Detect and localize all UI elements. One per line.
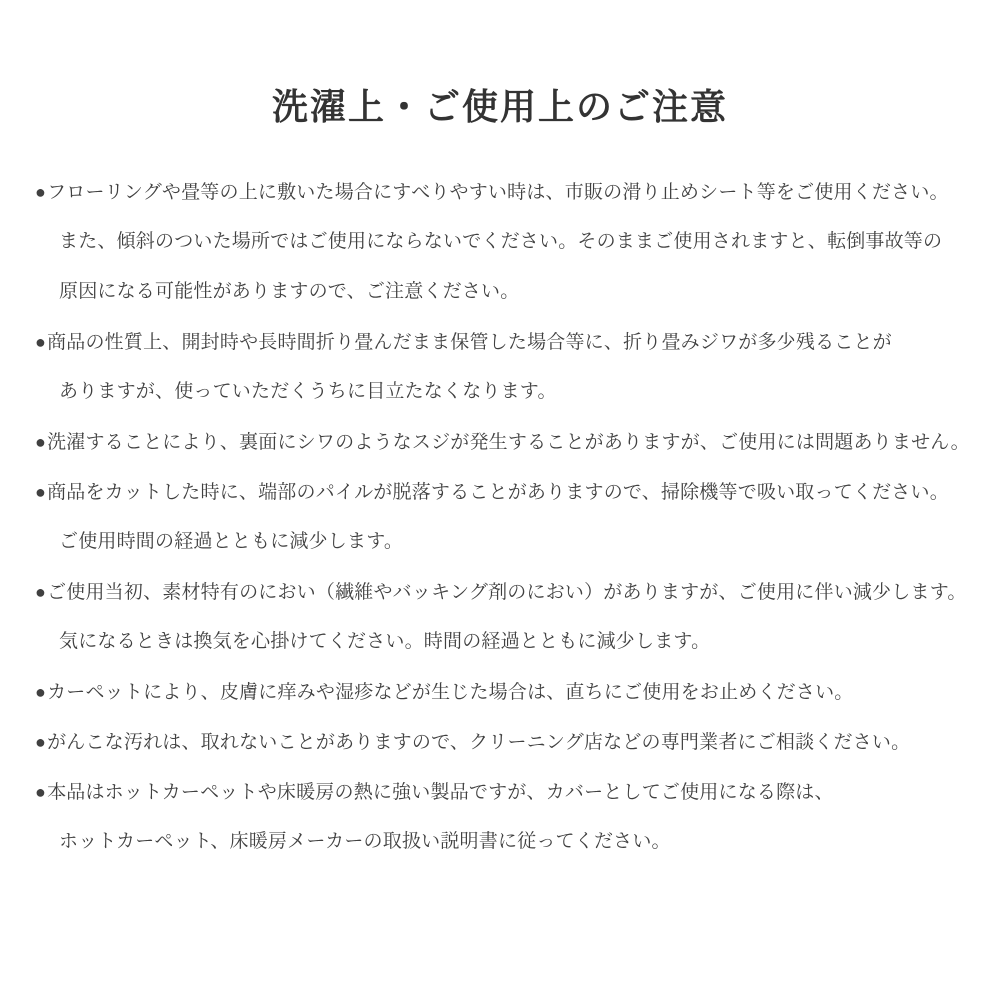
page-title: 洗濯上・ご使用上のご注意 bbox=[271, 86, 728, 127]
notice-line: また、傾斜のついた場所ではご使用にならないでください。そのままご使用されますと、転倒事故等の bbox=[59, 231, 943, 253]
notice-line-text: 洗濯することにより、裏面にシワのようなスジが発生することがありますが、ご使用には問題ありません。 bbox=[47, 432, 970, 454]
notice-line bbox=[35, 567, 972, 617]
notice-item bbox=[35, 667, 972, 717]
notice-line: 気になるときは換気を心掛けてください。時間の経過とともに減少します。 bbox=[59, 631, 711, 653]
notice-line bbox=[35, 417, 972, 467]
notice-line bbox=[35, 167, 972, 217]
notice-item bbox=[35, 467, 972, 567]
bullet-icon: ● bbox=[35, 182, 47, 203]
bullet-icon: ● bbox=[35, 732, 47, 753]
notice-line: 原因になる可能性がありますので、ご注意ください。 bbox=[59, 281, 520, 303]
notice-line-text: 商品をカットした時に、端部のパイルが脱落することがありますので、掃除機等で吸い取ってください。 bbox=[47, 482, 949, 504]
notice-line-text: フローリングや畳等の上に敷いた場合にすべりやすい時は、市販の滑り止めシート等をご使用ください。 bbox=[47, 182, 949, 204]
bullet-icon: ● bbox=[35, 582, 47, 603]
notice-line-text: 商品の性質上、開封時や長時間折り畳んだまま保管した場合等に、折り畳みジワが多少残ることが bbox=[47, 332, 892, 354]
notice-line-text: カーペットにより、皮膚に痒みや湿疹などが生じた場合は、直ちにご使用をお止めください。 bbox=[47, 682, 854, 704]
notice-item bbox=[35, 567, 972, 667]
notice-list bbox=[0, 167, 1000, 867]
notice-line-text: 本品はホットカーペットや床暖房の熱に強い製品ですが、カバーとしてご使用になる際は、 bbox=[47, 782, 834, 804]
bullet-icon: ● bbox=[35, 432, 47, 453]
notice-line-text: がんこな汚れは、取れないことがありますので、クリーニング店などの専門業者にご相談ください。 bbox=[47, 732, 911, 754]
bullet-icon: ● bbox=[35, 782, 47, 803]
notice-line bbox=[35, 467, 972, 517]
notice-line bbox=[35, 317, 972, 367]
notice-line-text: ご使用当初、素材特有のにおい（繊維やバッキング剤のにおい）がありますが、ご使用に伴い減少します。 bbox=[47, 582, 967, 604]
notice-line: ありますが、使っていただくうちに目立たなくなります。 bbox=[59, 381, 557, 403]
bullet-icon: ● bbox=[35, 682, 47, 703]
notice-item bbox=[35, 717, 972, 767]
notice-item bbox=[35, 317, 972, 417]
notice-item bbox=[35, 767, 972, 867]
notice-line bbox=[35, 667, 972, 717]
notice-line: ご使用時間の経過とともに減少します。 bbox=[59, 531, 404, 553]
bullet-icon: ● bbox=[35, 332, 47, 353]
notice-item bbox=[35, 167, 972, 317]
bullet-icon: ● bbox=[35, 482, 47, 503]
notice-line bbox=[35, 717, 972, 767]
notice-item bbox=[35, 417, 972, 467]
notice-line bbox=[35, 767, 972, 817]
notice-line: ホットカーペット、床暖房メーカーの取扱い説明書に従ってください。 bbox=[59, 831, 671, 853]
